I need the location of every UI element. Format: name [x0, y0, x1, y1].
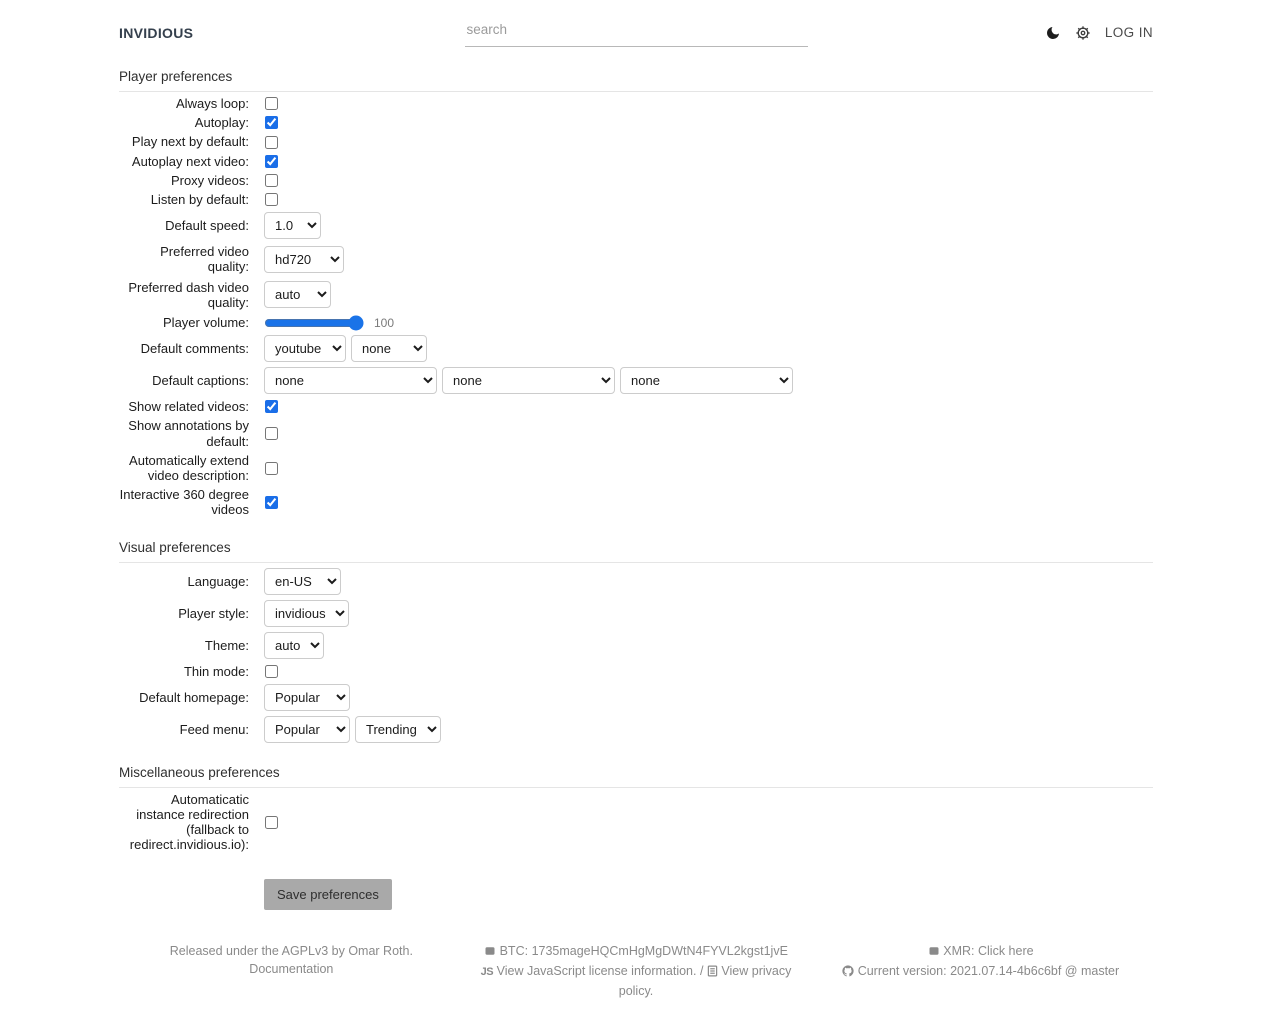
pref-row-player-volume: [119, 315, 1153, 330]
navbar-right: [808, 25, 1154, 41]
btc-address: 1735mageHQCmHgMgDWtN4FYVL2kgst1jvE: [531, 943, 788, 958]
page-footer: [119, 942, 1153, 1020]
show-annotations-label: Show annotations by default:: [128, 418, 249, 449]
github-icon: [842, 964, 854, 982]
pref-row-proxy-videos: [119, 173, 1153, 188]
navbar-left: [119, 25, 465, 41]
player-volume-slider[interactable]: [264, 316, 364, 330]
player-volume-label: Player volume:: [163, 315, 249, 331]
xmr-label: XMR:: [943, 943, 975, 958]
autoplay-checkbox[interactable]: [265, 116, 278, 129]
default-captions-select-3[interactable]: [620, 367, 793, 394]
footer-license-text: Released under the AGPLv3 by Omar Roth.: [169, 943, 413, 958]
preferences-form: [119, 96, 1153, 910]
interactive-360-checkbox[interactable]: [265, 496, 278, 509]
pref-row-default-homepage: [119, 684, 1153, 711]
interactive-360-label: Interactive 360 degree videos: [119, 487, 249, 518]
preferred-dash-label: Preferred dash video quality:: [128, 279, 249, 310]
search-input[interactable]: [465, 18, 808, 47]
default-comments-select-1[interactable]: [264, 335, 346, 362]
pref-row-show-annotations: [119, 418, 1153, 448]
pref-row-autoplay: [119, 115, 1153, 130]
default-speed-label: Default speed:: [165, 218, 249, 234]
pref-row-thin-mode: [119, 664, 1153, 679]
js-license-link[interactable]: View JavaScript license information.: [496, 963, 697, 978]
pref-row-listen-default: [119, 192, 1153, 207]
footer-separator: /: [699, 963, 704, 978]
default-captions-controls: [264, 367, 793, 394]
pref-row-feed-menu: [119, 716, 1153, 743]
xmr-link[interactable]: Click here: [978, 943, 1034, 958]
default-comments-label: Default comments:: [140, 341, 249, 357]
thin-mode-checkbox[interactable]: [265, 665, 278, 678]
version-value: 2021.07.14-4b6c6bf @ master: [950, 963, 1120, 978]
show-related-checkbox[interactable]: [265, 400, 278, 413]
moon-icon[interactable]: [1045, 25, 1061, 41]
documentation-link[interactable]: Documentation: [249, 961, 334, 976]
listen-default-checkbox[interactable]: [265, 193, 278, 206]
default-captions-select-2[interactable]: [442, 367, 615, 394]
player-style-label: Player style:: [178, 605, 249, 621]
default-homepage-label: Default homepage:: [139, 689, 249, 705]
top-navbar: [119, 0, 1153, 47]
section-title-visual-preferences: Visual preferences: [119, 534, 1153, 563]
pref-row-extend-description: [119, 453, 1153, 483]
player-style-select[interactable]: [264, 600, 349, 627]
document-icon: [707, 964, 718, 982]
pref-row-preferred-dash: [119, 280, 1153, 310]
default-captions-label: Default captions:: [152, 373, 249, 389]
navbar-search: [465, 18, 808, 47]
theme-select[interactable]: [264, 632, 324, 659]
language-label: Language:: [187, 573, 249, 589]
proxy-videos-label: Proxy videos:: [170, 172, 249, 188]
play-next-checkbox[interactable]: [265, 136, 278, 149]
default-comments-controls: [264, 335, 427, 362]
show-annotations-checkbox[interactable]: [265, 427, 278, 440]
pref-row-show-related: [119, 399, 1153, 414]
xmr-coin-icon: [928, 944, 940, 962]
feed-menu-select-2[interactable]: [355, 716, 441, 743]
invidious-logo-link[interactable]: INVIDIOUS: [119, 24, 194, 41]
gear-icon[interactable]: [1075, 25, 1091, 41]
footer-donate-column: [464, 942, 809, 1000]
login-link[interactable]: LOG IN: [1104, 25, 1153, 40]
auto-redirect-label: Automaticatic instance redirection (fallback to redirect.invidious.io):: [129, 791, 249, 853]
pref-row-theme: [119, 632, 1153, 659]
pref-row-interactive-360: [119, 487, 1153, 517]
proxy-videos-checkbox[interactable]: [265, 174, 278, 187]
auto-redirect-checkbox[interactable]: [265, 816, 278, 829]
thin-mode-label: Thin mode:: [183, 663, 249, 679]
preferred-quality-label: Preferred video quality:: [160, 244, 249, 275]
btc-label: BTC:: [499, 943, 529, 958]
section-title-player-preferences: Player preferences: [119, 63, 1153, 92]
default-homepage-select[interactable]: [264, 684, 350, 711]
save-preferences-button[interactable]: Save preferences: [264, 879, 392, 910]
feed-menu-select-1[interactable]: [264, 716, 350, 743]
autoplay-next-checkbox[interactable]: [265, 155, 278, 168]
footer-license-column: [119, 942, 464, 1000]
feed-menu-label: Feed menu:: [179, 721, 249, 737]
player-volume-value: 100: [374, 315, 395, 330]
play-next-label: Play next by default:: [131, 134, 249, 150]
preferred-dash-select[interactable]: [264, 281, 331, 308]
pref-row-always-loop: [119, 96, 1153, 111]
show-related-label: Show related videos:: [128, 399, 249, 415]
default-captions-select-1[interactable]: [264, 367, 437, 394]
language-select[interactable]: [264, 568, 341, 595]
page-container: [119, 0, 1153, 1020]
feed-menu-controls: [264, 716, 441, 743]
always-loop-checkbox[interactable]: [265, 97, 278, 110]
pref-row-default-speed: [119, 212, 1153, 239]
pref-row-play-next: [119, 134, 1153, 149]
privacy-policy-link[interactable]: View privacy policy.: [618, 963, 792, 998]
theme-label: Theme:: [204, 637, 249, 653]
pref-row-preferred-quality: [119, 244, 1153, 274]
extend-description-checkbox[interactable]: [265, 462, 278, 475]
footer-version-column: [808, 942, 1153, 1000]
pref-row-auto-redirect: [119, 792, 1153, 853]
default-speed-select[interactable]: [264, 212, 321, 239]
js-icon: JS: [480, 965, 494, 978]
pref-row-player-style: [119, 600, 1153, 627]
pref-row-default-captions: [119, 367, 1153, 394]
pref-row-default-comments: [119, 335, 1153, 362]
default-comments-select-2[interactable]: [351, 335, 427, 362]
listen-default-label: Listen by default:: [150, 192, 249, 208]
btc-coin-icon: [484, 944, 496, 962]
pref-row-language: [119, 568, 1153, 595]
autoplay-next-label: Autoplay next video:: [131, 153, 249, 169]
version-label: Current version:: [857, 963, 947, 978]
preferred-quality-select[interactable]: [264, 246, 344, 273]
section-title-misc-preferences: Miscellaneous preferences: [119, 759, 1153, 788]
always-loop-label: Always loop:: [176, 96, 249, 111]
extend-description-label: Automatically extend video description:: [129, 452, 249, 484]
pref-row-autoplay-next: [119, 154, 1153, 169]
autoplay-label: Autoplay:: [194, 115, 249, 131]
